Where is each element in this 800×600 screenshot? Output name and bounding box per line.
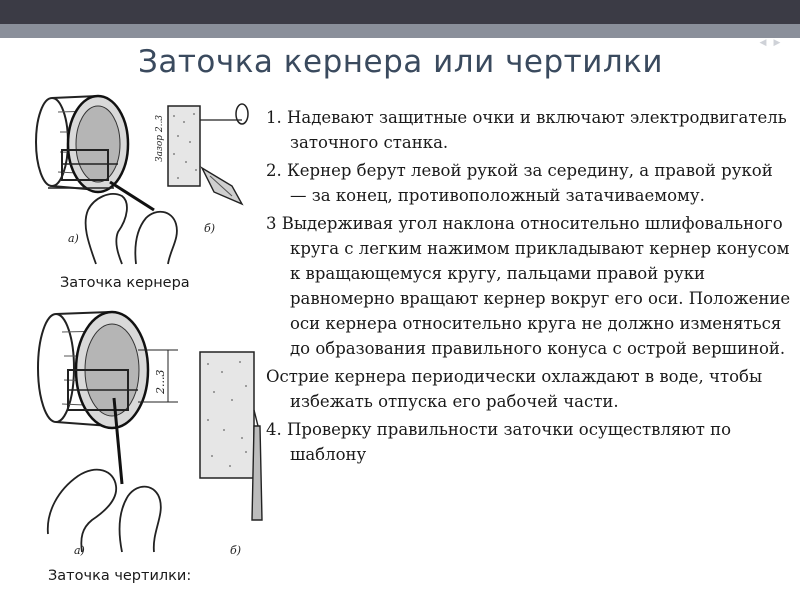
slide-title: Заточка кернера или чертилки bbox=[138, 44, 664, 80]
step-4: 4. Проверку правильности заточки осуществляют по шаблону bbox=[266, 420, 732, 464]
caption-scriber-sharpening: Заточка чертилки: bbox=[48, 568, 192, 584]
caption-punch-sharpening: Заточка кернера bbox=[60, 275, 190, 291]
punch-sharpening-figure bbox=[18, 92, 250, 270]
step-3: 3 Выдерживая угол наклона относительно шлифовального круга с легким нажимом прикладывают кернер конусом к вращающемуся кругу, пальцами правой руки равномерно вращают кернер вокруг его оси. Положение оси кернера относительно круга не должно изменяться до образования правильного конуса с острой вершиной. bbox=[266, 214, 791, 358]
step-2: 2. Кернер берут левой рукой за середину, а правой рукой — за конец, противоположный затачиваемому. bbox=[266, 161, 773, 205]
scriber-sharpening-figure bbox=[18, 306, 264, 564]
header-bar bbox=[0, 0, 800, 24]
top-fig-label-b: б) bbox=[204, 222, 216, 235]
prev-slide-icon[interactable]: ◀ bbox=[759, 38, 767, 48]
punch-sharpening-drawing bbox=[18, 92, 250, 270]
instructions-text bbox=[266, 105, 794, 470]
header-accent-bar bbox=[0, 24, 800, 38]
bottom-fig-label-b: б) bbox=[230, 544, 242, 557]
next-slide-icon[interactable]: ▶ bbox=[773, 38, 781, 48]
bottom-fig-dimension: 2...3 bbox=[154, 369, 167, 394]
top-fig-gap-label: Зазор 2..3 bbox=[155, 114, 165, 162]
step-1: 1. Надевают защитные очки и включают электродвигатель заточного станка. bbox=[266, 108, 787, 152]
top-fig-label-a: а) bbox=[68, 232, 79, 245]
scriber-sharpening-drawing bbox=[18, 306, 264, 564]
bottom-fig-label-a: а) bbox=[74, 544, 85, 557]
step-cooling-note: Острие кернера периодически охлаждают в воде, чтобы избежать отпуска его рабочей части. bbox=[266, 367, 763, 411]
